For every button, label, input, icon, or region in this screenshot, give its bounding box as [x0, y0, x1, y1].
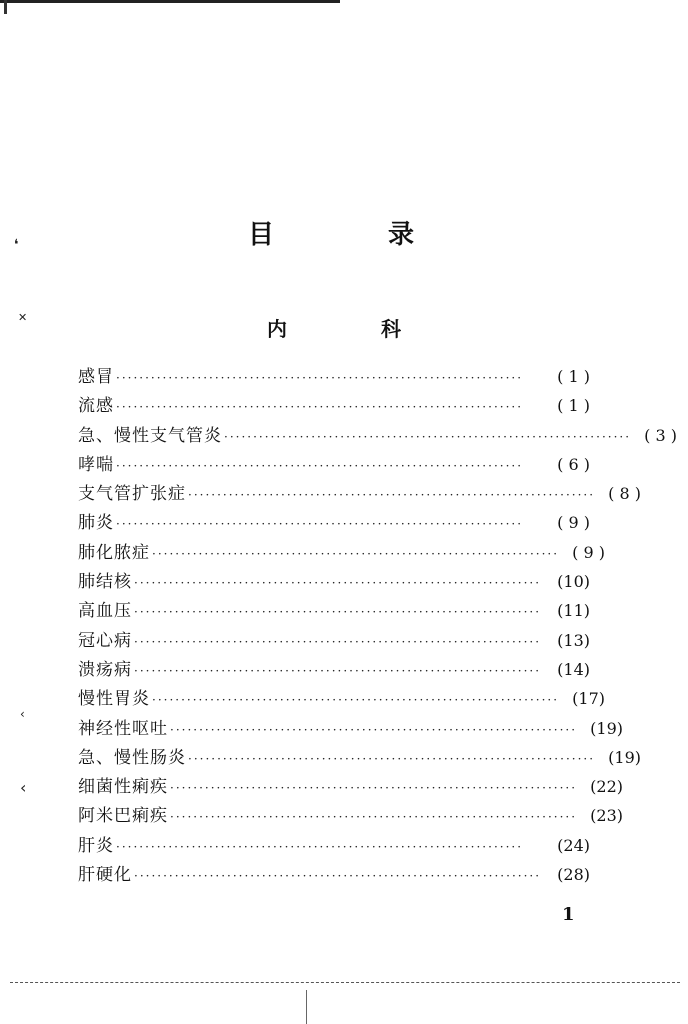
toc-entry — [78, 450, 590, 479]
toc-entry — [78, 391, 590, 420]
toc-entry-page: (13) — [557, 630, 590, 650]
toc-leader-dots: ······································································ — [224, 429, 632, 444]
page-number: 1 — [562, 904, 575, 925]
toc-leader-dots: ······································································ — [170, 810, 578, 825]
toc-entry-label: 支气管扩张症 — [78, 484, 186, 505]
toc-entry-label: 哮喘 — [78, 454, 114, 475]
toc-entry — [78, 831, 590, 860]
section-heading — [0, 313, 688, 343]
toc-entry — [78, 684, 606, 713]
section-char-2: 科 — [381, 317, 401, 341]
toc-entry-label: 肺化脓症 — [78, 542, 150, 563]
toc-entry-label: 冠心病 — [78, 630, 132, 651]
scan-edge-tick — [4, 0, 7, 14]
toc-entry-label: 急、慢性肠炎 — [78, 747, 186, 768]
toc-entry-page: ( 1 ) — [557, 396, 590, 416]
toc-leader-dots: ······································································ — [170, 722, 578, 737]
toc-entry-page: (19) — [608, 747, 642, 767]
toc-entry-label: 肺炎 — [78, 513, 114, 534]
title-char-2: 录 — [388, 220, 415, 250]
section-char-1: 内 — [267, 317, 287, 341]
toc-entry-label: 肝硬化 — [78, 865, 132, 886]
toc-entry-label: 肺结核 — [78, 572, 132, 593]
toc-entry — [78, 596, 590, 625]
toc-entry-label: 肝炎 — [78, 835, 114, 856]
scan-edge-top — [0, 0, 340, 3]
toc-entry-label: 阿米巴痢疾 — [78, 806, 168, 827]
page-title — [0, 214, 688, 253]
toc-entry-page: ( 9 ) — [572, 542, 606, 562]
margin-mark-icon: ‹ — [20, 778, 27, 797]
toc-entry — [78, 801, 624, 830]
toc-entry — [78, 626, 590, 655]
toc-entry — [78, 479, 642, 508]
toc-entry — [78, 538, 606, 567]
scan-fold-line — [306, 990, 307, 1024]
toc-entry — [78, 567, 590, 596]
toc-entry-page: (19) — [590, 718, 624, 738]
toc-leader-dots: ······································································ — [116, 517, 524, 532]
toc-entry-label: 慢性胃炎 — [78, 689, 150, 710]
margin-mark-icon: ❛ — [14, 237, 19, 253]
toc-entry — [78, 655, 590, 684]
toc-leader-dots: ······································································ — [116, 458, 524, 473]
toc-entry-page: ( 9 ) — [557, 513, 590, 533]
toc-entry — [78, 772, 624, 801]
toc-entry-page: ( 1 ) — [557, 367, 590, 386]
toc-entry-page: (22) — [590, 777, 624, 797]
toc-entry-page: ( 8 ) — [608, 484, 642, 504]
toc-leader-dots: ······································································ — [188, 488, 596, 503]
toc-entry-page: ( 6 ) — [557, 454, 590, 474]
toc-entry — [78, 714, 624, 743]
toc-entry-page: (24) — [557, 835, 590, 855]
toc-entry-label: 细菌性痢疾 — [78, 777, 168, 798]
toc-leader-dots: ······································································ — [116, 371, 524, 385]
toc-entry — [78, 421, 678, 450]
toc-leader-dots: ······································································ — [170, 781, 578, 796]
toc-leader-dots: ······································································ — [134, 663, 542, 678]
toc-entry-page: (28) — [557, 865, 590, 885]
toc-entry — [78, 508, 590, 537]
toc-leader-dots: ······································································ — [134, 869, 542, 884]
scan-edge-bottom — [10, 982, 680, 983]
toc-entry-page: (11) — [557, 601, 590, 621]
toc-entry-page: (17) — [572, 689, 606, 709]
toc-leader-dots: ······································································ — [134, 576, 542, 591]
toc-entry-page: (23) — [590, 806, 624, 826]
toc-entry-page: ( 3 ) — [644, 425, 678, 445]
toc-entry-label: 流感 — [78, 396, 114, 417]
toc-leader-dots: ······································································ — [188, 751, 596, 766]
toc-entry-page: (14) — [557, 659, 590, 679]
toc-entry — [78, 362, 590, 391]
toc-entry — [78, 860, 590, 889]
toc-leader-dots: ······································································ — [116, 400, 524, 415]
toc-entry-label: 神经性呕吐 — [78, 718, 168, 739]
toc-leader-dots: ······································································ — [116, 839, 524, 854]
margin-mark-icon: ✕ — [18, 311, 28, 324]
title-char-1: 目 — [248, 220, 275, 250]
toc-entry-page: (10) — [557, 572, 590, 592]
toc-entry-label: 高血压 — [78, 601, 132, 622]
toc-leader-dots: ······································································ — [152, 693, 560, 708]
toc-leader-dots: ······································································ — [134, 605, 542, 620]
toc-entry-label: 急、慢性支气管炎 — [78, 425, 222, 446]
toc-leader-dots: ······································································ — [134, 634, 542, 649]
toc-entry — [78, 743, 642, 772]
toc-list — [78, 362, 678, 889]
toc-entry-label: 溃疡病 — [78, 659, 132, 680]
margin-mark-icon: ‹ — [20, 707, 25, 721]
toc-entry-label: 感冒 — [78, 367, 114, 387]
toc-leader-dots: ······································································ — [152, 546, 560, 561]
